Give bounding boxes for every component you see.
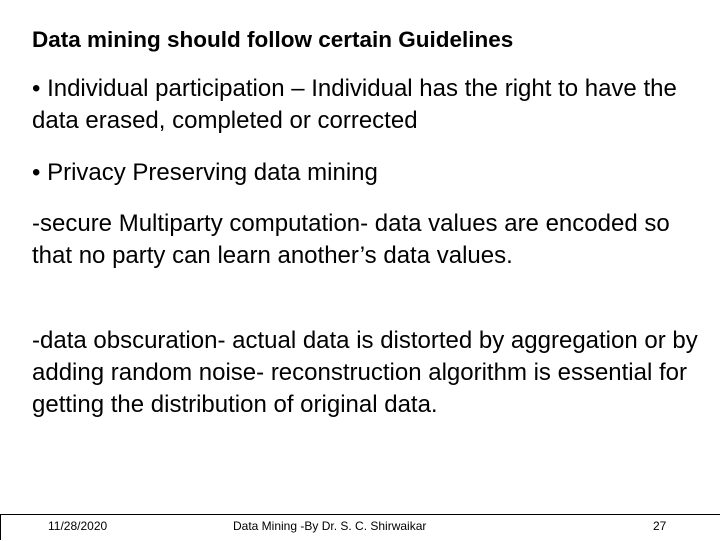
bullet-privacy-preserving: • Privacy Preserving data mining (32, 159, 378, 186)
slide-title: Data mining should follow certain Guidelines (32, 27, 514, 52)
bullet-individual-participation: • Individual participation – Individual has the right to have the data erased, completed or corrected (32, 75, 677, 134)
footer-date: 11/28/2020 (48, 519, 108, 533)
paragraph-secure-multiparty: -secure Multiparty computation- data values are encoded so that no party can learn another’s data values. (32, 210, 670, 269)
footer-author: Data Mining -By Dr. S. C. Shirwaikar (233, 519, 427, 533)
footer-left-edge (0, 514, 1, 540)
footer-page-number: 27 (653, 519, 667, 533)
paragraph-data-obscuration: -data obscuration- actual data is distorted by aggregation or by adding random noise- reconstruction algorithm is essential for getting the distribution of original data. (32, 327, 698, 418)
